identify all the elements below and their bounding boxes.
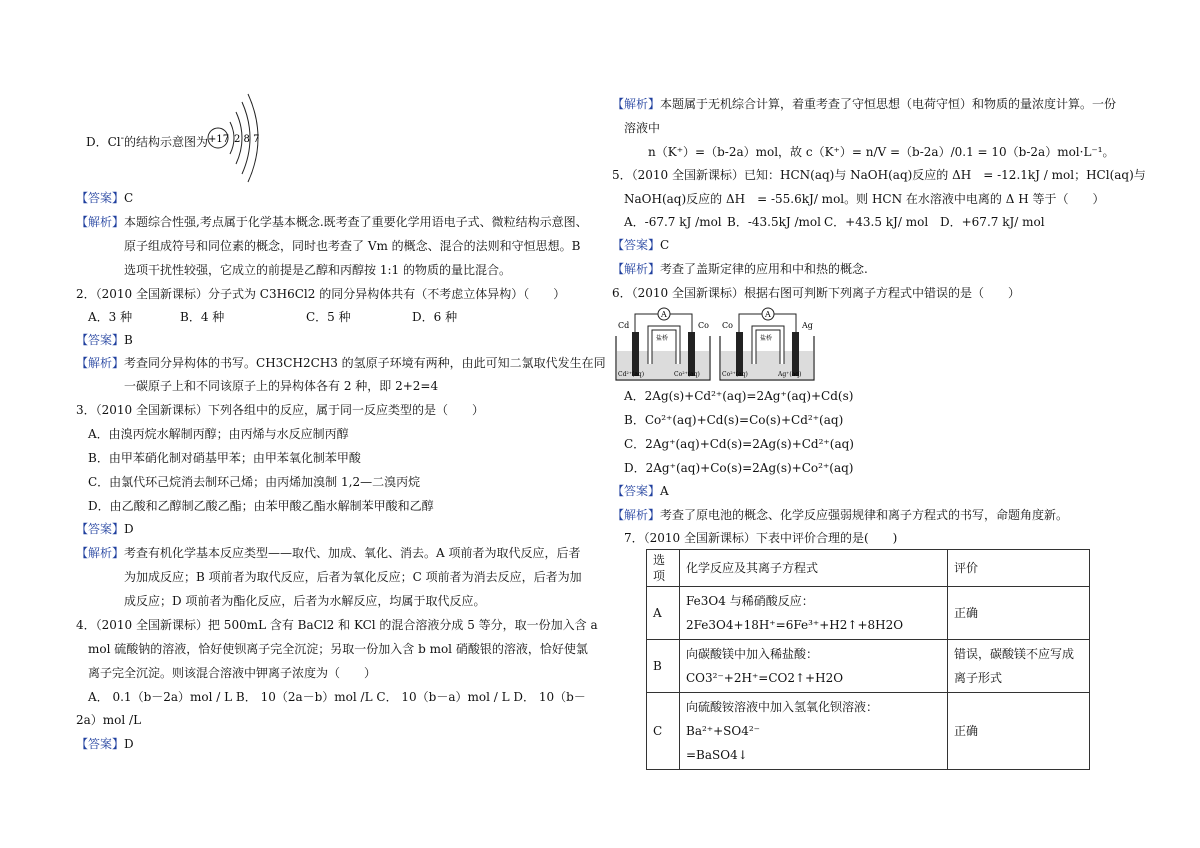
row-evaluation: 正确 [948, 587, 1090, 640]
answer-5 [612, 237, 669, 253]
row-option: C [647, 693, 680, 770]
analysis-tag: 【解析】 [612, 97, 661, 111]
atom-shells-label: 2 8 7 [234, 134, 260, 145]
answer-value: D [124, 522, 134, 536]
question-7: 7．（2010 全国新课标）下表中评价合理的是( ) [624, 531, 898, 545]
analysis-tag: 【解析】 [76, 546, 125, 560]
evaluation-line: 错误，碳酸镁不应写成 [954, 647, 1075, 661]
q6-option-a: A．2Ag(s)+Cd²⁺(aq)=2Ag⁺(aq)+Cd(s) [624, 389, 854, 403]
q3-option-b: B．由甲苯硝化制对硝基甲苯；由甲苯氧化制苯甲酸 [88, 451, 361, 465]
question-2: 2．（2010 全国新课标）分子式为 C3H6Cl2 的同分异构体共有（不考虑立体异构）（ ） [76, 287, 566, 301]
q6-option-c: C．2Ag⁺(aq)+Cd(s)=2Ag(s)+Cd²⁺(aq) [624, 437, 854, 451]
salt-bridge-label: 盐桥 [760, 335, 773, 342]
answer-tag: 【答案】 [76, 333, 125, 347]
row-option: B [647, 640, 680, 693]
analysis-tag: 【解析】 [612, 262, 661, 276]
q2-option-d: D．6 种 [412, 310, 458, 324]
q5-option-d: D．+67.7 kJ/ mol [940, 215, 1045, 229]
answer-tag: 【答案】 [76, 522, 125, 536]
header-reaction: 化学反应及其离子方程式 [680, 550, 948, 587]
left-solution-label: Co²⁺(aq) [722, 371, 748, 378]
analysis-4-line2: 溶液中 [624, 121, 661, 135]
analysis-1-line1 [76, 214, 588, 230]
analysis-2-line1 [76, 355, 606, 371]
answer-2 [76, 332, 133, 348]
header-evaluation: 评价 [948, 550, 1090, 587]
analysis-tag: 【解析】 [76, 215, 125, 229]
question-5-line1: 5．（2010 全国新课标）已知：HCN(aq)与 NaOH(aq)反应的 ΔH = -12.1kJ / mol；HCl(aq)与 [612, 168, 1146, 182]
evaluation-line: 离子形式 [954, 671, 1003, 685]
question-3: 3．（2010 全国新课标）下列各组中的反应，属于同一反应类型的是（ ） [76, 403, 484, 417]
answer-tag: 【答案】 [76, 737, 125, 751]
answer-tag: 【答案】 [612, 238, 661, 252]
answer-1 [76, 190, 133, 206]
q1-option-d-text: D．Cl [86, 135, 121, 149]
ammeter-label: A [661, 310, 667, 319]
left-electrode-label: Co [722, 321, 733, 330]
right-electrode-label: Ag [802, 321, 813, 330]
q6-option-d: D．2Ag⁺(aq)+Co(s)=2Ag(s)+Co²⁺(aq) [624, 461, 854, 475]
question-4-line2: mol 硫酸钠的溶液，恰好使钡离子完全沉淀；另取一份加入含 b mol 硝酸银的溶液，恰好使氯 [88, 642, 588, 656]
analysis-2-line2: 一碳原子上和不同该原子上的异构体各有 2 种，即 2+2=4 [124, 379, 439, 393]
question-4-line3: 离子完全沉淀。则该混合溶液中钾离子浓度为（ ） [88, 666, 377, 680]
option-d-cl-structure [86, 131, 208, 150]
q5-option-a: A．-67.7 kJ /mol [624, 215, 722, 229]
answer-value: C [660, 238, 670, 252]
answer-value: C [124, 191, 134, 205]
analysis-1-line3: 选项干扰性较强，它成立的前提是乙醇和丙醇按 1:1 的物质的量比混合。 [124, 263, 511, 277]
analysis-3-line2: 为加成反应；B 项前者为取代反应，后者为氧化反应；C 项前者为消去反应，后者为加 [124, 570, 582, 584]
q2-option-a: A．3 种 [88, 310, 133, 324]
analysis-text: 考查有机化学基本反应类型——取代、加成、氧化、消去。A 项前者为取代反应，后者 [124, 546, 581, 560]
reaction-line: 向硫酸铵溶液中加入氢氧化钡溶液：Ba²⁺+SO4²⁻ [686, 700, 879, 738]
answer-4 [76, 736, 134, 752]
reaction-line: Fe3O4 与稀硝酸反应： [686, 594, 814, 608]
answer-tag: 【答案】 [76, 191, 125, 205]
answer-tag: 【答案】 [612, 484, 661, 498]
analysis-4-line1 [612, 96, 1116, 112]
answer-value: A [660, 484, 669, 498]
question-4-line1: 4．（2010 全国新课标）把 500mL 含有 BaCl2 和 KCl 的混合溶液分成 5 等分，取一份加入含 a [76, 618, 598, 632]
row-option: A [647, 587, 680, 640]
cell-1 [616, 308, 710, 380]
q3-option-c: C．由氯代环己烷消去制环己烯；由丙烯加溴制 1,2—二溴丙烷 [88, 475, 421, 489]
galvanic-cells-diagram [612, 306, 818, 384]
answer-3 [76, 521, 134, 537]
q3-option-d: D．由乙酸和乙醇制乙酸乙酯；由苯甲酸乙酯水解制苯甲酸和乙醇 [88, 499, 434, 513]
table-row [647, 587, 1090, 640]
q2-option-c: C．5 种 [306, 310, 351, 324]
atom-structure-diagram [200, 92, 270, 184]
analysis-text: 本题属于无机综合计算，着重考查了守恒思想（电荷守恒）和物质的量浓度计算。一份 [660, 97, 1117, 111]
q5-option-b: B．-43.5kJ /mol [727, 215, 821, 229]
header-option: 选项 [647, 550, 680, 587]
table-row [647, 693, 1090, 770]
table-row [647, 640, 1090, 693]
answer-value: D [124, 737, 134, 751]
analysis-text: 考查同分异构体的书写。CH3CH2CH3 的氢原子环境有两种，由此可知二氯取代发生在同 [124, 356, 606, 370]
analysis-3-line1 [76, 545, 581, 561]
question-5-line2: NaOH(aq)反应的 ΔH = -55.6kJ/ mol。则 HCN 在水溶液中电离的 Δ H 等于（ ） [624, 192, 1105, 206]
table-header-row [647, 550, 1090, 587]
answer-6 [612, 483, 669, 499]
row-evaluation [948, 640, 1090, 693]
question-6: 6．（2010 全国新课标）根据右图可判断下列离子方程式中错误的是（ ） [612, 286, 1020, 300]
analysis-text: 本题综合性强,考点属于化学基本概念.既考查了重要化学用语电子式、微粒结构示意图、 [124, 215, 588, 229]
atom-nucleus-label: +17 [208, 134, 230, 145]
row-evaluation: 正确 [948, 693, 1090, 770]
row-reaction [680, 587, 948, 640]
analysis-text: 考查了盖斯定律的应用和中和热的概念. [660, 262, 868, 276]
analysis-5 [612, 261, 868, 277]
analysis-3-line3: 成反应；D 项前者为酯化反应，后者为水解反应，均属于取代反应。 [124, 594, 486, 608]
salt-bridge-label: 盐桥 [656, 335, 669, 342]
analysis-tag: 【解析】 [612, 508, 661, 522]
q6-option-b: B．Co²⁺(aq)+Cd(s)=Co(s)+Cd²⁺(aq) [624, 413, 844, 427]
row-reaction [680, 693, 948, 770]
q2-option-b: B．4 种 [180, 310, 225, 324]
ammeter-label: A [765, 310, 771, 319]
left-solution-label: Cd²⁺(aq) [618, 371, 645, 378]
left-electrode-label: Cd [618, 321, 630, 330]
reaction-line: =BaSO4↓ [686, 748, 748, 762]
analysis-text: 考查了原电池的概念、化学反应强弱规律和离子方程式的书写，命题角度新。 [660, 508, 1069, 522]
q1-option-d-rest: 的结构示意图为 [124, 135, 209, 149]
q4-options: A． 0.1（b－2a）mol / L B． 10（2a－b）mol /L C． 10（b－a）mol / L D． 10（b－ [88, 690, 586, 704]
right-solution-label: Ag⁺(aq) [778, 371, 802, 378]
analysis-1-line2: 原子组成符号和同位素的概念，同时也考查了 Vm 的概念、混合的法则和守恒思想。B [124, 239, 581, 253]
evaluation-table [646, 549, 1090, 770]
answer-value: B [124, 333, 133, 347]
q1-option-d-sup: - [120, 133, 125, 144]
analysis-tag: 【解析】 [76, 356, 125, 370]
right-solution-label: Co²⁺(aq) [674, 371, 700, 378]
q4-options-cont: 2a）mol /L [76, 713, 142, 727]
q5-option-c: C．+43.5 kJ/ mol [824, 215, 929, 229]
analysis-6 [612, 507, 1068, 523]
analysis-4-line3: n（K⁺）=（b-2a）mol，故 c（K⁺）= n/V =（b-2a）/0.1 = 10（b-2a）mol·L⁻¹。 [648, 145, 1115, 159]
cell-2 [720, 308, 814, 380]
right-electrode-label: Co [698, 321, 709, 330]
q3-option-a: A．由溴丙烷水解制丙醇；由丙烯与水反应制丙醇 [88, 427, 349, 441]
row-reaction: 向碳酸镁中加入稀盐酸：CO3²⁻+2H⁺=CO2↑+H2O [680, 640, 948, 693]
reaction-line: 2Fe3O4+18H⁺=6Fe³⁺+H2↑+8H2O [686, 618, 904, 632]
